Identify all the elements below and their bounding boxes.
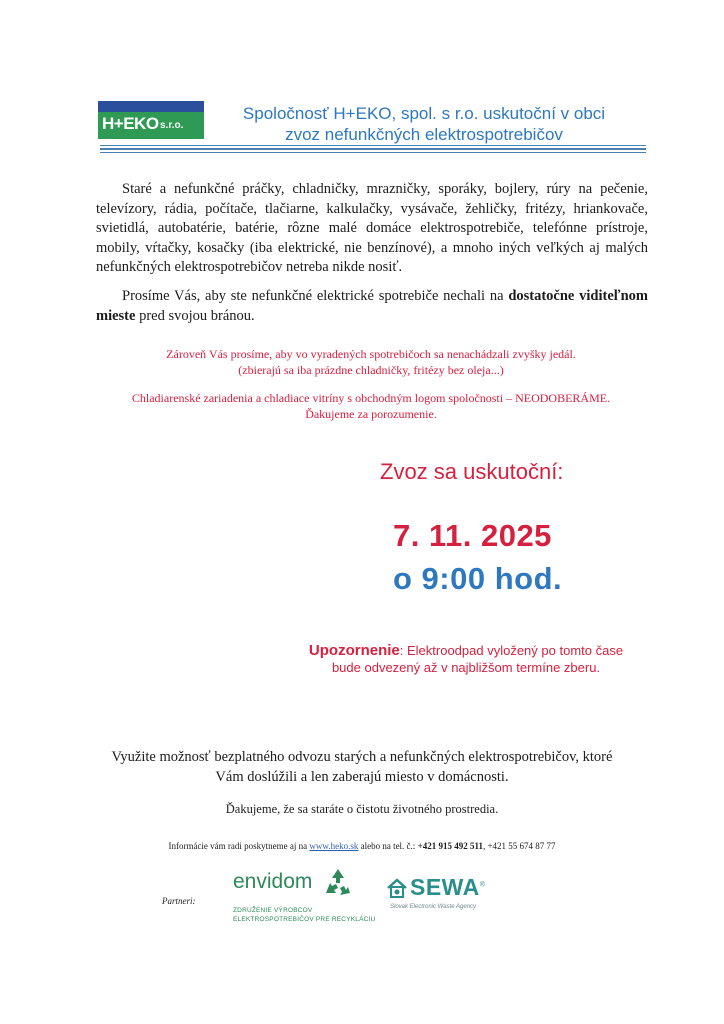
collection-date: 7. 11. 2025 — [393, 518, 552, 553]
sewa-subtitle: Slovak Electronic Waste Agency — [390, 904, 477, 910]
warning-lead: Upozornenie — [308, 642, 400, 659]
header-title — [214, 103, 634, 145]
envidom-subtitle — [233, 906, 375, 924]
header-title-line1: Spoločnosť H+EKO, spol. s r.o. uskutoční v obci — [242, 104, 606, 123]
header-divider-bottom — [100, 152, 646, 153]
partners-label: Partneri: — [162, 896, 196, 906]
contact-phone-secondary: , +421 55 674 87 77 — [482, 841, 556, 851]
food-remains-line2: (zbierajú sa iba prázdne chladničky, fritézy bez oleja...) — [238, 363, 504, 377]
placement-paragraph — [96, 287, 648, 326]
placement-text-start: Prosíme Vás, aby ste nefunkčné elektrické spotrebiče nechali na — [122, 288, 509, 304]
food-remains-note — [80, 346, 662, 378]
envidom-logo-text: envidom — [233, 870, 313, 893]
placement-text-bold: dostatočne viditeľnom mieste — [96, 288, 648, 324]
logo-main-text: H+EKO — [102, 114, 159, 133]
recycle-icon — [321, 866, 355, 900]
envidom-subtitle-line2: ELEKTROSPOTREBIČOV PRE RECYKLÁCIU — [233, 916, 376, 923]
food-remains-line1: Zároveň Vás prosíme, aby vo vyradených spotrebičoch sa nenachádzali zvyšky jedál. — [166, 347, 576, 361]
website-link[interactable]: www.heko.sk — [309, 841, 359, 851]
contact-prefix: Informácie vám radi poskytneme aj na — [168, 841, 310, 851]
contact-info — [60, 841, 664, 851]
heko-logo — [98, 101, 204, 139]
appliances-text: Staré a nefunkčné práčky, chladničky, mrazničky, sporáky, bojlery, rúry na pečenie, televízory, rádia, počítače, tlačiarne, kalkulačky, vysávače, žehličky, fritézy, hriankovače, svietidlá, autobatérie, batérie, rôzne malé domáce elektrospotrebiče, telefónne prístroje, mobily, vŕtačky, kosačky (iba elektrické, nie benzínové), a mnoho iných veľkých aj malých nefunkčných elektrospotrebičov netreba nikde nosiť. — [96, 181, 648, 275]
logo-sro-text: s.r.o. — [160, 120, 184, 131]
free-pickup-line1: Využite možnosť bezplatného odvozu starých a nefunkčných elektrospotrebičov, ktoré — [111, 749, 613, 765]
contact-phone-primary: +421 915 492 511 — [417, 841, 483, 851]
appliances-paragraph — [96, 180, 648, 278]
warning-line2: bude odvezený až v najbližšom termíne zberu. — [331, 660, 601, 675]
collection-time: o 9:00 hod. — [393, 561, 563, 596]
refrigeration-note — [80, 390, 662, 422]
refrigeration-line2: Ďakujeme za porozumenie. — [305, 407, 437, 421]
sewa-registered-mark: ® — [479, 881, 486, 889]
free-pickup-line2: Vám doslúžili a len zaberajú miesto v domácnosti. — [215, 769, 509, 785]
free-pickup-message — [70, 747, 654, 787]
thanks-text: Ďakujeme, že sa staráte o čistotu životného prostredia. — [225, 802, 499, 816]
refrigeration-line1: Chladiarenské zariadenia a chladiace vitríny s obchodným logom spoločnosti – NEODOBERÁME. — [131, 391, 611, 405]
warning-line1: : Elektroodpad vyložený po tomto čase — [399, 643, 624, 658]
envidom-subtitle-line1: ZDRUŽENIE VÝROBCOV — [233, 907, 313, 914]
sewa-name: SEWA — [410, 874, 480, 900]
header-divider-middle — [100, 148, 646, 150]
header-divider-top — [100, 145, 646, 146]
house-icon — [386, 877, 408, 899]
warning-block — [276, 642, 656, 676]
contact-middle: alebo na tel. č.: — [358, 841, 418, 851]
header-title-line2: zvoz nefunkčných elektrospotrebičov — [285, 125, 563, 144]
sewa-logo-text — [410, 874, 485, 901]
placement-text-end: pred svojou bránou. — [135, 307, 255, 324]
collection-label: Zvoz sa uskutoční: — [380, 459, 564, 484]
